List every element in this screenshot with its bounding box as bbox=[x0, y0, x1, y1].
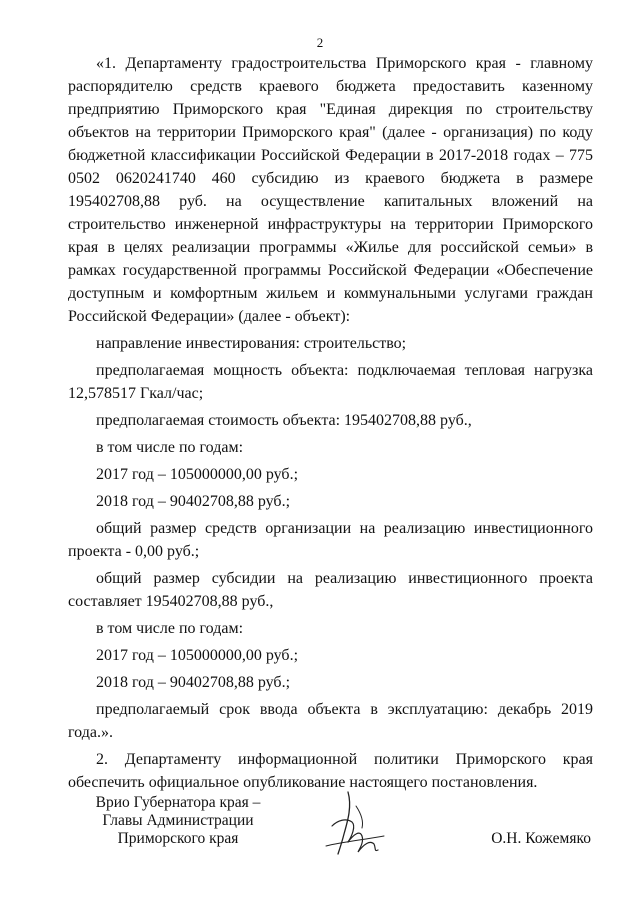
paragraph-year-2017: 2017 год – 105000000,00 руб.; bbox=[96, 466, 299, 483]
paragraph-subsidy-total: общий размер субсидии на реализацию инвестиционного проекта составляет 195402708,88 руб., bbox=[68, 570, 593, 610]
signer-title-line: Главы Администрации bbox=[102, 812, 254, 829]
signature-block bbox=[68, 794, 593, 864]
signer-name: О.Н. Кожемяко bbox=[491, 830, 591, 847]
paragraph-publication-clause: 2. Департаменту информационной политики Приморского края обеспечить официальное опубликование настоящего постановления. bbox=[68, 751, 593, 791]
paragraph-year-2018-2: 2018 год – 90402708,88 руб.; bbox=[96, 674, 291, 691]
handwritten-signature bbox=[318, 786, 388, 862]
paragraph-object-cost: предполагаемая стоимость объекта: 195402708,88 руб., bbox=[96, 412, 472, 429]
paragraph-investment-direction: направление инвестирования: строительство; bbox=[96, 335, 407, 352]
paragraph-organization-funds: общий размер средств организации на реализацию инвестиционного проекта - 0,00 руб.; bbox=[68, 520, 593, 560]
paragraph-year-2018: 2018 год – 90402708,88 руб.; bbox=[96, 493, 291, 510]
signer-title bbox=[68, 794, 288, 848]
signer-title-line: Врио Губернатора края – bbox=[95, 794, 261, 811]
paragraph-object-capacity: предполагаемая мощность объекта: подключаемая тепловая нагрузка 12,578517 Гкал/час; bbox=[68, 362, 593, 402]
document-body bbox=[68, 52, 593, 794]
paragraph-year-2017-2: 2017 год – 105000000,00 руб.; bbox=[96, 647, 299, 664]
signer-title-line: Приморского края bbox=[117, 830, 239, 847]
paragraph-by-years-label-2: в том числе по годам: bbox=[96, 620, 244, 637]
paragraph-by-years-label: в том числе по годам: bbox=[96, 439, 244, 456]
page-number: 2 bbox=[316, 35, 324, 50]
paragraph-subsidy-clause: «1. Департаменту градостроительства Приморского края - главному распорядителю средств краевого бюджета предоставить казенному предприятию Приморского края "Единая дирекция по строительству объектов на территории Приморского края" (далее - организация) по коду бюджетной классификации Российской Федерации в 2017-2018 годах – 775 0502 0620241740 460 субсидию из краевого бюджета в размере 195402708,88 руб. на осуществление капитальных вложений на строительство инженерной инфраструктуры на территории Приморского края в целях реализации программы «Жилье для российской семьи» в рамках государственной программы Российской Федерации «Обеспечение доступным и комфортным жильем и коммунальными услугами граждан Российской Федерации» (далее - объект): bbox=[68, 55, 593, 325]
paragraph-commissioning-date: предполагаемый срок ввода объекта в эксплуатацию: декабрь 2019 года.». bbox=[68, 701, 593, 741]
